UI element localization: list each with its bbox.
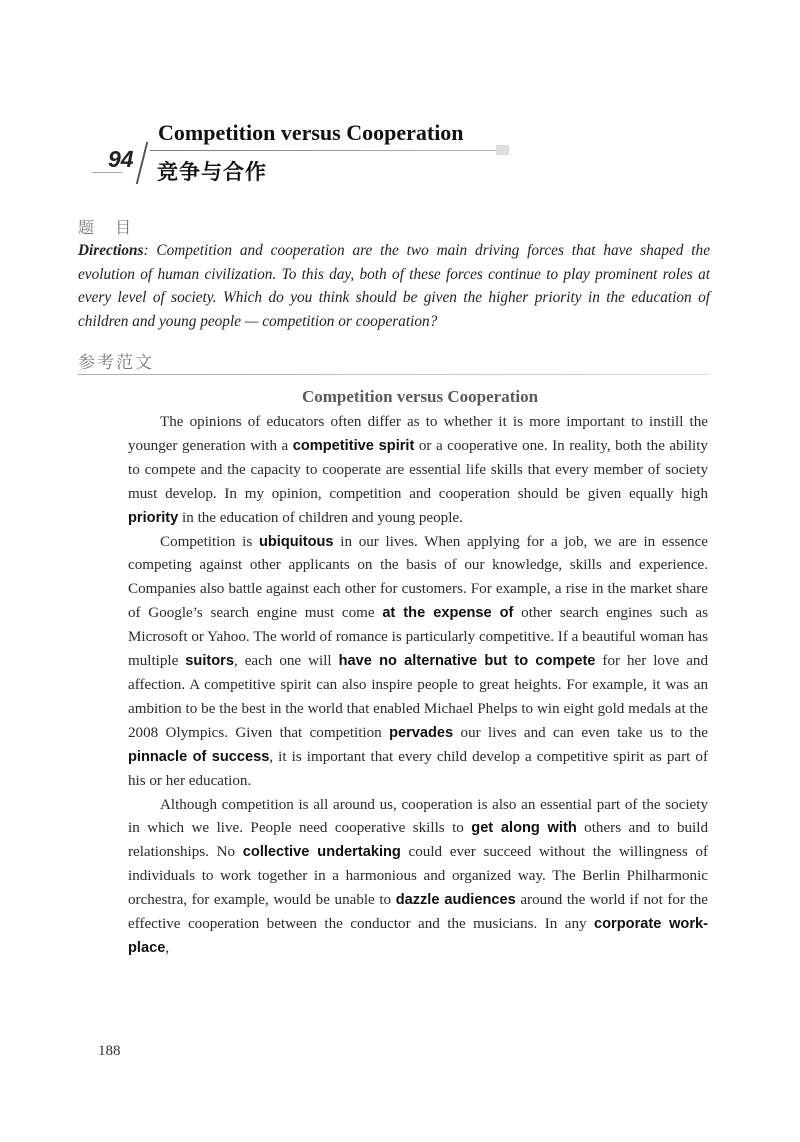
key-phrase: at the expense of [382,605,514,622]
essay-text: for her love and affection. A competitive spirit can also inspire people to great heights. For example, it was an ambition to be the best in the world that enabled Michael Phelps to win eight gold medals at the 2008 Olympics. Given that competition [128,653,708,741]
essay-text: other search engines such as Microsoft or Yahoo. The world of romance is particularly competitive. If a beautiful woman has multiple [128,605,708,670]
section-label-reference: 参考范文 [78,353,154,373]
essay-title: Competition versus Cooperation [301,387,539,406]
title-underline-cap [496,145,509,155]
page-number: 188 [98,1043,121,1059]
title-underline [150,150,502,151]
essay-body [128,411,708,961]
essay-text: in our lives. When applying for a job, we are in essence competing against other applicants on the basis of our knowledge, skills and experience. Companies also battle against each other for customers. For example, a rise in the market share of Google’s search engine must come [128,533,708,622]
essay-text: , each one will [233,653,339,670]
essay-text: , it is important that every child develop a competitive spirit as part of his or her education. [128,748,708,789]
section-divider [78,374,710,375]
chapter-number: 94 [108,146,134,172]
essay-text: The opinions of educators often differ as to whether it is more important to instill the younger generation with a [128,414,708,454]
essay-text: others and to build relationships. No [128,820,708,861]
key-phrase: pinnacle of success [128,748,270,765]
essay-text: Competition is [160,533,259,550]
key-phrase: pervades [389,724,454,741]
directions-text [78,239,710,333]
essay-text: our lives and can even take us to the [453,724,708,741]
essay-text: or a cooperative one. In reality, both the ability to compete and the capacity to cooperate are essential life skills that every member of society must develop. In my opinion, competition and cooperation should be given equally high [128,437,708,502]
essay-paragraph [128,794,708,961]
title-chinese: 竞争与合作 [157,160,267,184]
directions-body: : Competition and cooperation are the two main driving forces that have shaped the evolution of human civilization. To this day, both of these forces continue to play prominent roles at every level of society. Which do you think should be given the higher priority in the education of children and young people — competition or cooperation? [78,242,710,330]
title-english: Competition versus Cooperation [158,120,464,145]
key-phrase: corporate work-place [128,916,708,956]
essay-text: around the world if not for the effective cooperation between the conductor and the musicians. In any [128,892,709,933]
key-phrase: ubiquitous [258,533,334,550]
key-phrase: have no alternative but to compete [338,653,596,670]
key-phrase: suitors [185,653,234,670]
essay-text: in the education of children and young people. [178,509,463,526]
key-phrase: get along with [471,820,577,837]
key-phrase: competitive spirit [292,437,415,454]
essay-text: could ever succeed without the willingness of individuals to work together in a harmonious and organized way. The Berlin Philharmonic orchestra, for example, would be unable to [128,844,708,909]
essay-text: Although competition is all around us, cooperation is also an essential part of the society in which we live. People need cooperative skills to [128,796,708,837]
chapter-slash-divider [136,142,148,184]
section-label-topic: 题 目 [78,218,140,237]
key-phrase: dazzle audiences [395,892,516,909]
essay-paragraph [128,411,708,531]
directions-lead: Directions [78,242,144,259]
key-phrase: collective undertaking [242,844,401,861]
key-phrase: priority [128,509,179,526]
essay-text: , [165,939,170,956]
essay-paragraph [128,531,708,794]
